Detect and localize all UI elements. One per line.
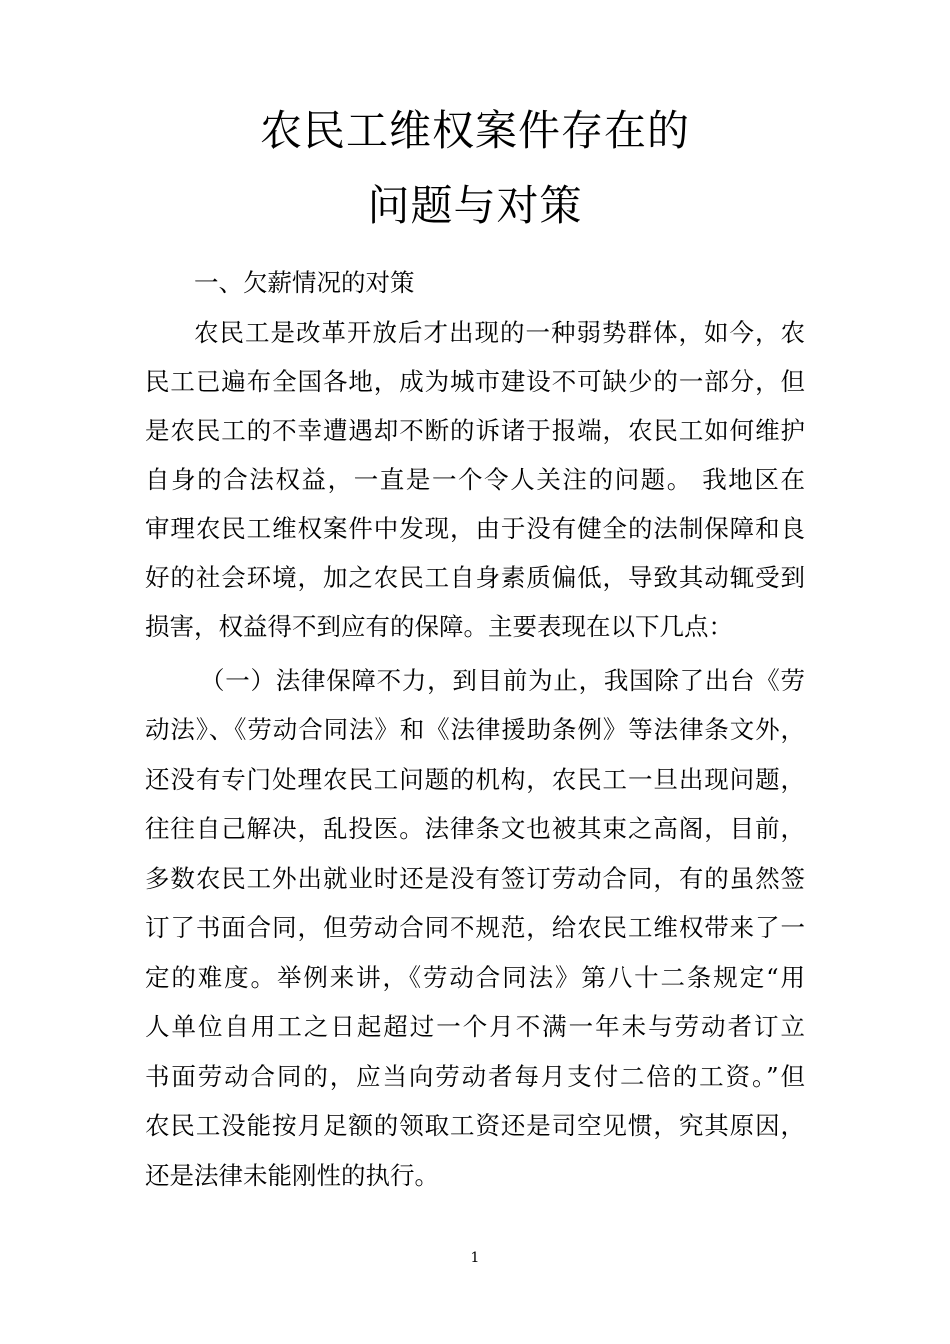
paragraph-2-line-3: 还没有专门处理农民工问题的机构，农民工一旦出现问题， <box>145 765 805 794</box>
paragraph-2-line-1: （一）法律保障不力，到目前为止，我国除了出台《劳 <box>200 666 805 695</box>
paragraph-2-line-10: 农民工没能按月足额的领取工资还是司空见惯，究其原因， <box>145 1111 805 1140</box>
paragraph-2-line-8: 人单位自用工之日起超过一个月不满一年未与劳动者订立 <box>145 1012 805 1041</box>
paragraph-1-line-3: 是农民工的不幸遭遇却不断的诉诸于报端，农民工如何维护 <box>145 416 805 445</box>
paragraph-2-line-11: 还是法律未能刚性的执行。 <box>145 1161 439 1190</box>
paragraph-2-line-6: 订了书面合同，但劳动合同不规范，给农民工维权带来了一 <box>145 913 805 942</box>
paragraph-1-line-7: 损害，权益得不到应有的保障。主要表现在以下几点： <box>145 612 733 641</box>
paragraph-2-line-4: 往往自己解决，乱投医。法律条文也被其束之高阁，目前， <box>145 814 805 843</box>
paragraph-1-line-2: 民工已遍布全国各地，成为城市建设不可缺少的一部分，但 <box>145 367 805 396</box>
paragraph-2-line-9: 书面劳动合同的，应当向劳动者每月支付二倍的工资。”但 <box>145 1062 805 1091</box>
paragraph-1-line-1: 农民工是改革开放后才出现的一种弱势群体，如今，农 <box>194 318 805 347</box>
document-title-line-1: 农民工维权案件存在的 <box>259 106 690 155</box>
paragraph-1-line-6: 好的社会环境，加之农民工自身素质偏低，导致其动辄受到 <box>145 563 805 592</box>
paragraph-1-line-4: 自身的合法权益，一直是一个令人关注的问题。 我地区在 <box>145 465 805 494</box>
paragraph-1-line-5: 审理农民工维权案件中发现，由于没有健全的法制保障和良 <box>145 514 805 543</box>
section-heading: 一、欠薪情况的对策 <box>194 268 415 297</box>
document-title-line-2: 问题与对策 <box>367 181 583 230</box>
paragraph-2-line-2: 动法》、《劳动合同法》和《法律援助条例》等法律条文外， <box>145 715 805 744</box>
paragraph-2-line-7: 定的难度。举例来讲，《劳动合同法》第八十二条规定“用 <box>145 963 805 992</box>
page-number: 1 <box>470 1250 480 1266</box>
paragraph-2-line-5: 多数农民工外出就业时还是没有签订劳动合同，有的虽然签 <box>145 864 805 893</box>
